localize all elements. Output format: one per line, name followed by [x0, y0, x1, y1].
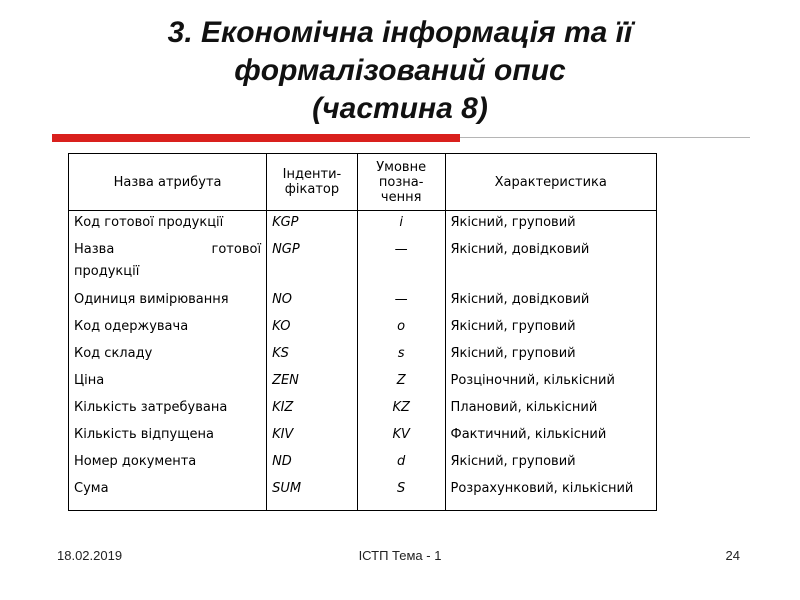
attribute-name-cell: Номер документа: [69, 450, 267, 477]
identifier-cell: KIV: [267, 423, 358, 450]
table-row: [69, 477, 657, 511]
symbol-cell: d: [357, 450, 445, 477]
header-symbol-line: Умовне: [376, 159, 427, 175]
table-row: [69, 211, 657, 238]
header-symbol-line: позна-: [378, 174, 424, 190]
characteristic-cell: Якісний, довідковий: [445, 288, 657, 315]
attribute-name-cell: Код готової продукції: [69, 211, 267, 238]
table-row: [69, 450, 657, 477]
footer-date: 18.02.2019: [57, 548, 123, 563]
attribute-name-line: продукції: [74, 263, 140, 279]
characteristic-cell: Якісний, довідковий: [445, 238, 657, 288]
header-symbol: [357, 154, 445, 211]
symbol-cell: —: [357, 288, 445, 315]
identifier-cell: NO: [267, 288, 358, 315]
symbol-cell: —: [357, 238, 445, 288]
table-row: [69, 423, 657, 450]
identifier-cell: NGP: [267, 238, 358, 288]
identifier-cell: KS: [267, 342, 358, 369]
slide-title-line-1: 3. Економічна інформація та її: [167, 16, 633, 49]
attribute-name-cell: [69, 238, 267, 288]
characteristic-cell: Якісний, груповий: [445, 342, 657, 369]
symbol-cell: s: [357, 342, 445, 369]
attributes-table: [68, 153, 657, 511]
symbol-cell: S: [357, 477, 445, 511]
header-identifier: [267, 154, 358, 211]
characteristic-cell: Якісний, груповий: [445, 211, 657, 238]
table-row: [69, 288, 657, 315]
identifier-cell: KGP: [267, 211, 358, 238]
symbol-cell: o: [357, 315, 445, 342]
attribute-name-cell: Код одержувача: [69, 315, 267, 342]
attribute-name-line: Назва готової: [74, 241, 262, 257]
attribute-name-cell: Сума: [69, 477, 267, 511]
header-characteristic: Характеристика: [445, 154, 657, 211]
identifier-cell: KO: [267, 315, 358, 342]
identifier-cell: KIZ: [267, 396, 358, 423]
symbol-cell: KV: [357, 423, 445, 450]
identifier-cell: ND: [267, 450, 358, 477]
slide-title: [0, 14, 800, 128]
table-header-row: [69, 154, 657, 211]
identifier-cell: ZEN: [267, 369, 358, 396]
table-row: [69, 369, 657, 396]
header-identifier-line: фікатор: [284, 182, 340, 197]
header-attribute-name: Назва атрибута: [69, 154, 267, 211]
characteristic-cell: Розрахунковий, кількісний: [445, 477, 657, 511]
table-row: [69, 315, 657, 342]
characteristic-cell: Розціночний, кількісний: [445, 369, 657, 396]
characteristic-cell: Плановий, кількісний: [445, 396, 657, 423]
table-row: [69, 342, 657, 369]
attribute-name-cell: Кількість відпущена: [69, 423, 267, 450]
table-body: [69, 211, 657, 511]
attribute-name-cell: Код складу: [69, 342, 267, 369]
footer-page-number: 24: [725, 548, 740, 563]
attribute-name-cell: Кількість затребувана: [69, 396, 267, 423]
slide-title-line-3: (частина 8): [312, 92, 488, 125]
title-accent-bar: [52, 134, 460, 142]
attribute-name-cell: Одиниця вимірювання: [69, 288, 267, 315]
header-identifier-line: Інденти-: [282, 167, 342, 182]
table-row: [69, 238, 657, 288]
symbol-cell: Z: [357, 369, 445, 396]
characteristic-cell: Фактичний, кількісний: [445, 423, 657, 450]
header-symbol-line: чення: [380, 189, 422, 205]
identifier-cell: SUM: [267, 477, 358, 511]
slide-title-line-2: формалізований опис: [234, 54, 566, 87]
symbol-cell: KZ: [357, 396, 445, 423]
characteristic-cell: Якісний, груповий: [445, 315, 657, 342]
attribute-name-cell: Ціна: [69, 369, 267, 396]
characteristic-cell: Якісний, груповий: [445, 450, 657, 477]
footer-course: ІСТП Тема - 1: [358, 548, 442, 563]
symbol-cell: і: [357, 211, 445, 238]
table-row: [69, 396, 657, 423]
